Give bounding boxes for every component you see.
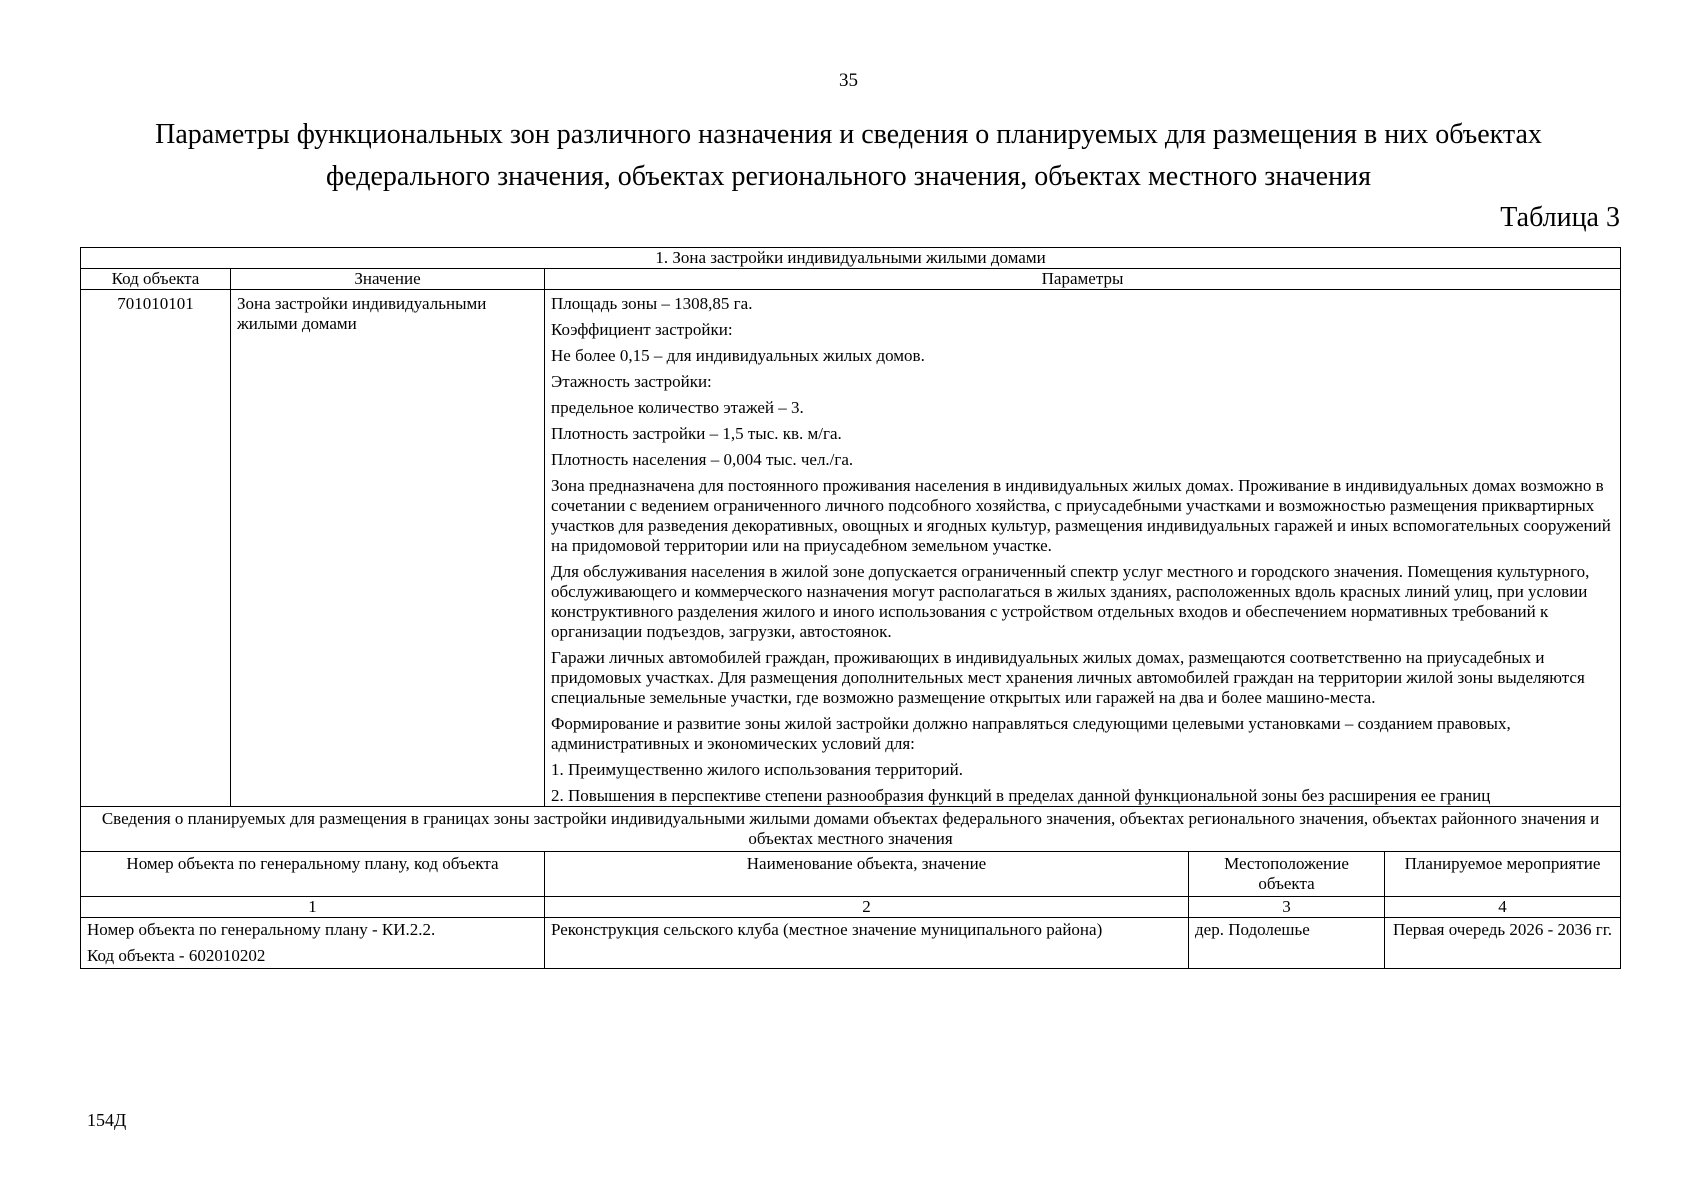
param-line: Плотность застройки – 1,5 тыс. кв. м/га. (551, 424, 842, 443)
object-code-line: Код объекта - 602010202 (87, 946, 266, 965)
objects-heading: Сведения о планируемых для размещения в границах зоны застройки индивидуальными жилыми домами объектах федерального значения, объектах регионального значения, объектах районного значения и объектах местного значения (81, 807, 1621, 852)
colnum-1: 1 (81, 897, 545, 918)
zone-header-row (81, 269, 1621, 290)
page-number: 35 (839, 70, 858, 91)
document-title (60, 114, 1637, 198)
header-object-action: Планируемое мероприятие (1385, 852, 1621, 897)
document-title-line-1: Параметры функциональных зон различного назначения и сведения о планируемых для размещения в них объектах (155, 119, 1542, 150)
object-action: Первая очередь 2026 - 2036 гг. (1385, 918, 1621, 969)
param-line: Плотность населения – 0,004 тыс. чел./га. (551, 450, 854, 469)
param-line: 2. Повышения в перспективе степени разнообразия функций в пределах данной функциональной зоны без расширения ее границ (551, 786, 1491, 805)
colnum-4: 4 (1385, 897, 1621, 918)
zone-data-row (81, 290, 1621, 807)
param-line: Формирование и развитие зоны жилой застройки должно направляться следующими целевыми установками – созданием правовых, административных и экономических условий для: (551, 714, 1511, 753)
header-object-number: Номер объекта по генеральному плану, код объекта (81, 852, 545, 897)
zone-heading: 1. Зона застройки индивидуальными жилыми домами (81, 248, 1621, 269)
object-name: Реконструкция сельского клуба (местное значение муниципального района) (545, 918, 1189, 969)
header-object-location: Местоположение объекта (1189, 852, 1385, 897)
param-line: 1. Преимущественно жилого использования территорий. (551, 760, 963, 779)
zone-heading-row (81, 248, 1621, 269)
param-line: Гаражи личных автомобилей граждан, проживающих в индивидуальных жилых домах, размещаются соответственно на приусадебных и придомовых участках. Для размещения дополнительных мест хранения личных автомобилей граждан на территории жилой зоны выделяются специальные земельные участки, где возможно размещение открытых или гаражей на два и более машино-места. (551, 648, 1585, 707)
header-code: Код объекта (81, 269, 231, 290)
footer-mark: 154Д (87, 1110, 127, 1130)
param-line: Не более 0,15 – для индивидуальных жилых домов. (551, 346, 925, 365)
colnum-3: 3 (1189, 897, 1385, 918)
header-params: Параметры (545, 269, 1621, 290)
object-number-line: Номер объекта по генеральному плану - КИ.2.2. (87, 920, 436, 939)
param-line: Площадь зоны – 1308,85 га. (551, 294, 753, 313)
objects-header-row (81, 852, 1621, 897)
param-line: Зона предназначена для постоянного проживания населения в индивидуальных жилых домах. Проживание в индивидуальных домах возможно в сочетании с ведением ограниченного личного подсобного хозяйства, с приусадебными участками и возможностью размещения приквартирных участков для разведения декоративных, овощных и ягодных культур, размещения индивидуальных гаражей и иных вспомогательных сооружений на придомовой территории или на приусадебном земельном участке. (551, 476, 1611, 555)
header-meaning: Значение (231, 269, 545, 290)
zone-params (545, 290, 1621, 807)
param-line: предельное количество этажей – 3. (551, 398, 804, 417)
object-row (81, 918, 1621, 969)
param-line: Коэффициент застройки: (551, 320, 733, 339)
header-object-name: Наименование объекта, значение (545, 852, 1189, 897)
colnum-2: 2 (545, 897, 1189, 918)
param-line: Для обслуживания населения в жилой зоне допускается ограниченный спектр услуг местного и городского значения. Помещения культурного, обслуживающего и коммерческого назначения могут располагаться в жилых зданиях, расположенных вдоль красных линий улиц, при условии конструктивного разделения жилого и иного использования с устройством отдельных входов и обеспечением нормативных требований к организации подъездов, загрузки, автостоянок. (551, 562, 1590, 641)
objects-colnum-row (81, 897, 1621, 918)
zone-meaning: Зона застройки индивидуальными жилыми домами (231, 290, 545, 807)
document-title-line-2: федерального значения, объектах регионального значения, объектах местного значения (326, 161, 1371, 192)
table-caption: Таблица 3 (1500, 202, 1620, 233)
object-location: дер. Подолешье (1189, 918, 1385, 969)
param-line: Этажность застройки: (551, 372, 712, 391)
zone-code: 701010101 (81, 290, 231, 807)
object-number-cell (81, 918, 545, 969)
objects-heading-row (81, 807, 1621, 852)
zones-table (80, 247, 1621, 969)
